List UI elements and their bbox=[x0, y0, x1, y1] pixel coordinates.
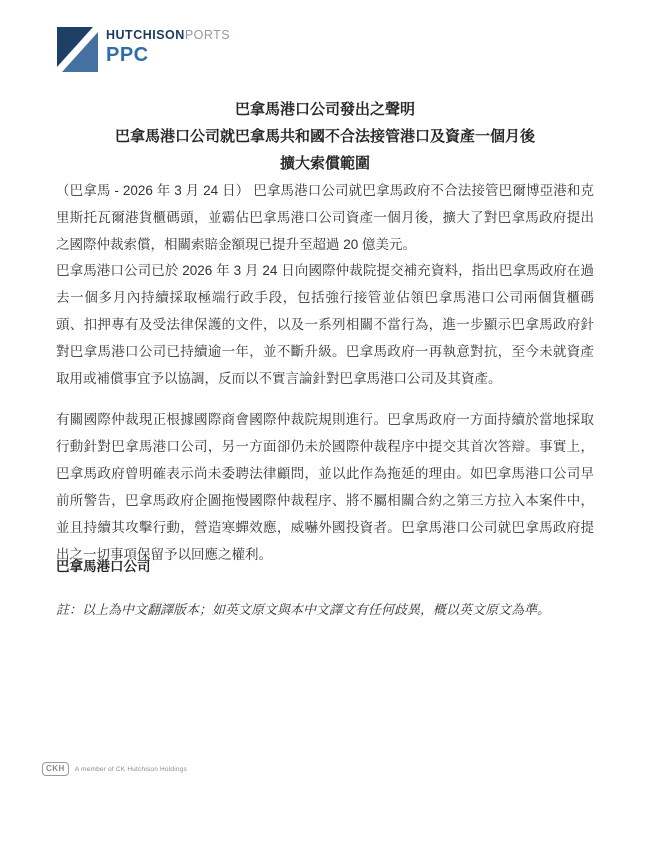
brand-hutchison: HUTCHISON bbox=[106, 28, 185, 42]
logo-wordmark bbox=[106, 27, 230, 65]
title-line-2: 巴拿馬港口公司就巴拿馬共和國不合法接管港口及資產一個月後 bbox=[114, 128, 535, 145]
title-line-1: 巴拿馬港口公司發出之聲明 bbox=[234, 101, 415, 118]
paragraph-arbitration-supplement: 巴拿馬港口公司已於 2026 年 3 月 24 日向國際仲裁院提交補充資料，指出巴拿馬政府在過去一個多月內持續採取極端行政手段，包括強行接管並佔領巴拿馬港口公司兩個貨櫃碼頭、扣押專有及受法律保護的文件，以及一系列相關不當行為，進一步顯示巴拿馬政府針對巴拿馬港口公司已持續逾一年，並不斷升級。巴拿馬政府一再執意對抗，至今未就資產取用或補償事宜予以協調，反而以不實言論針對巴拿馬港口公司及其資產。 bbox=[56, 263, 594, 386]
statement-title bbox=[0, 96, 650, 177]
title-line-3: 擴大索償範圍 bbox=[279, 155, 370, 172]
hutchison-ports-logo bbox=[57, 27, 230, 72]
member-of-ck-hutchison-text: A member of CK Hutchison Holdings bbox=[74, 765, 187, 773]
ckh-logo-icon: CKH bbox=[42, 762, 69, 776]
brand-ppc: PPC bbox=[106, 43, 149, 66]
translation-note: 註：以上為中文翻譯版本；如英文原文與本中文譯文有任何歧異，概以英文原文為準。 bbox=[56, 602, 551, 617]
signature-company-name: 巴拿馬港口公司 bbox=[56, 559, 151, 574]
paragraph-icc-proceedings: 有關國際仲裁現正根據國際商會國際仲裁院規則進行。巴拿馬政府一方面持續於當地採取行動針對巴拿馬港口公司，另一方面卻仍未於國際仲裁程序中提交其首次答辯。事實上，巴拿馬政府曾明確表示尚未委聘法律顧問，並以此作為拖延的理由。如巴拿馬港口公司早前所警告，巴拿馬政府企圖拖慢國際仲裁程序、將不屬相關合約之第三方拉入本案件中，並且持續其攻擊行動，營造寒蟬效應，威嚇外國投資者。巴拿馬港口公司就巴拿馬政府提出之一切事項保留予以回應之權利。 bbox=[56, 412, 594, 562]
brand-ports: PORTS bbox=[184, 28, 231, 42]
footer bbox=[42, 762, 187, 776]
hutchison-ports-sail-icon bbox=[57, 27, 98, 72]
paragraph-dateline: （巴拿馬 - 2026 年 3 月 24 日） 巴拿馬港口公司就巴拿馬政府不合法接管巴爾博亞港和克里斯托瓦爾港貨櫃碼頭，並霸佔巴拿馬港口公司資產一個月後，擴大了對巴拿馬政府提出之國際仲裁索償，相關索賠金額現已提升至超過 20 億美元。 bbox=[56, 183, 594, 252]
